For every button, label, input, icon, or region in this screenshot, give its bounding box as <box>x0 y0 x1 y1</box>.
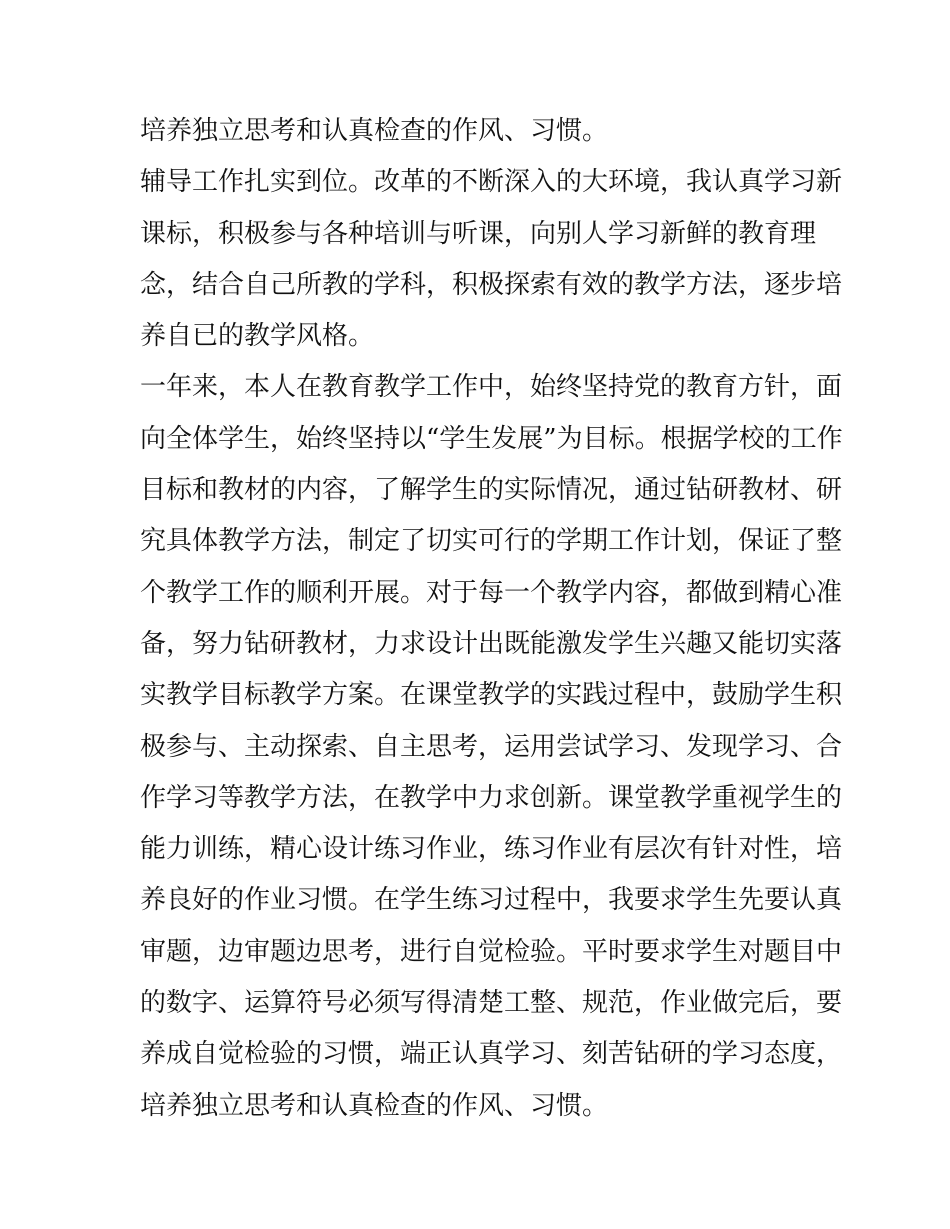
text-line: 的数字、运算符号必须写得清楚工整、规范，作业做完后，要 <box>140 988 843 1019</box>
text-line: 极参与、主动探索、自主思考，运用尝试学习、发现学习、合 <box>140 731 843 762</box>
text-line: 培养独立思考和认真检查的作风、习惯。 <box>140 1090 609 1121</box>
document-body <box>140 106 843 1132</box>
text-line: 究具体教学方法，制定了切实可行的学期工作计划，保证了整 <box>140 526 843 557</box>
text-line: 向全体学生，始终坚持以“学生发展”为目标。根据学校的工作 <box>140 423 843 454</box>
text-line: 培养独立思考和认真检查的作风、习惯。 <box>140 116 609 146</box>
text-line: 养成自觉检验的习惯，端正认真学习、刻苦钻研的学习态度， <box>140 1039 843 1070</box>
text-line: 念，结合自己所教的学科，积极探索有效的教学方法，逐步培 <box>140 269 843 300</box>
text-line: 养自已的教学风格。 <box>140 321 375 352</box>
text-line: 能力训练，精心设计练习作业，练习作业有层次有针对性，培 <box>140 834 843 865</box>
text-line: 养良好的作业习惯。在学生练习过程中，我要求学生先要认真 <box>140 885 843 916</box>
text-line: 备，努力钻研教材，力求设计出既能激发学生兴趣又能切实落 <box>140 628 843 659</box>
text-line: 实教学目标教学方案。在课堂教学的实践过程中，鼓励学生积 <box>140 680 843 711</box>
text-line: 目标和教材的内容，了解学生的实际情况，通过钻研教材、研 <box>140 475 843 506</box>
text-line: 课标，积极参与各种培训与听课，向别人学习新鲜的教育理 <box>140 218 817 249</box>
text-line: 审题，边审题边思考，进行自觉检验。平时要求学生对题目中 <box>140 936 843 967</box>
text-line: 个教学工作的顺利开展。对于每一个教学内容，都做到精心准 <box>140 577 843 608</box>
text-line: 作学习等教学方法，在教学中力求创新。课堂教学重视学生的 <box>140 782 843 813</box>
text-line: 一年来，本人在教育教学工作中，始终坚持党的教育方针，面 <box>140 372 843 403</box>
text-line: 辅导工作扎实到位。改革的不断深入的大环境，我认真学习新 <box>140 167 843 198</box>
